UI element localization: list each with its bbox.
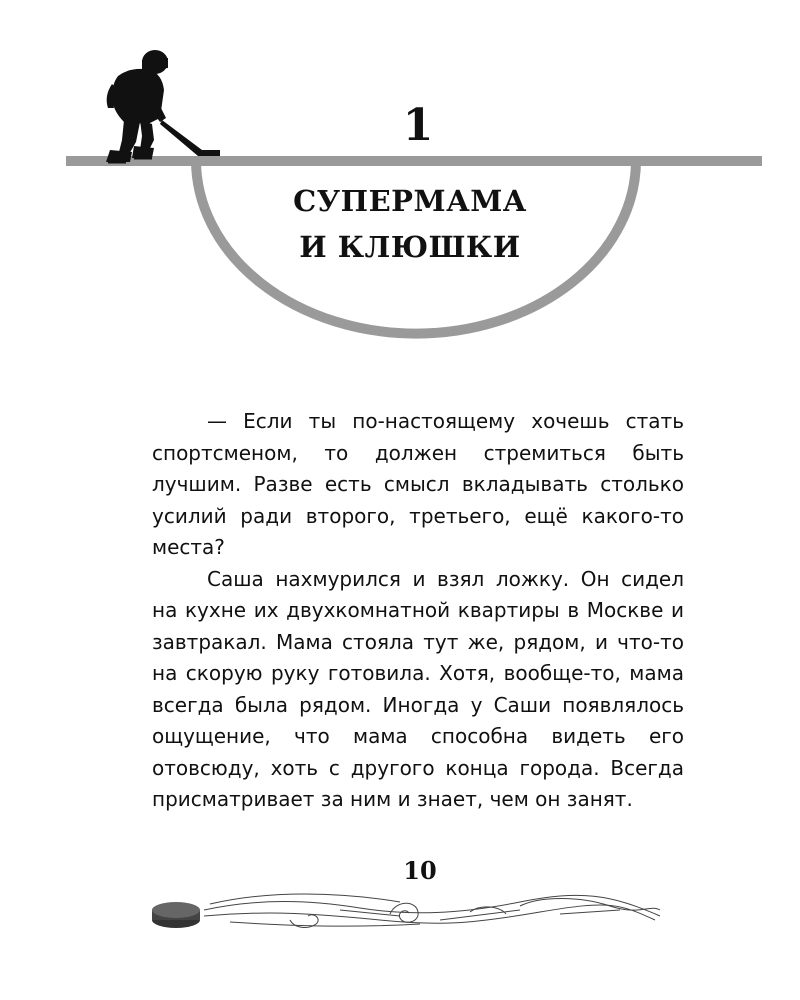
rink-line bbox=[66, 156, 762, 166]
chapter-title-line-1: СУПЕРМАМА bbox=[293, 184, 527, 218]
paragraph: — Если ты по-настоящему хочешь стать спортсменом, то должен стремиться быть лучшим. Разве есть смысл вкладывать столько усилий ради второго, третьего, ещё какого-то места? bbox=[152, 409, 684, 559]
chapter-number: 1 bbox=[402, 100, 434, 151]
page-number: 10 bbox=[403, 856, 437, 885]
hockey-puck-icon bbox=[152, 902, 200, 928]
swirl-ornament bbox=[204, 894, 660, 927]
paragraph: Саша нахмурился и взял ложку. Он сидел на кухне их двухкомнатной квартиры в Москве и завтракал. Мама стояла тут же, рядом, и что-то на скорую руку готовила. Хотя, вообще-то, мама всегда была рядом. Иногда у Саши появлялось ощущение, что мама способна видеть его отовсюду, хоть с другого конца города. Всегда присматривает за ним и знает, чем он занят. bbox=[152, 566, 684, 811]
body-text bbox=[152, 406, 684, 816]
chapter-title-line-2: И КЛЮШКИ bbox=[299, 230, 521, 264]
chapter-title bbox=[230, 178, 590, 270]
footer-puck-ornament bbox=[140, 880, 670, 940]
hockey-player-icon bbox=[106, 50, 220, 162]
